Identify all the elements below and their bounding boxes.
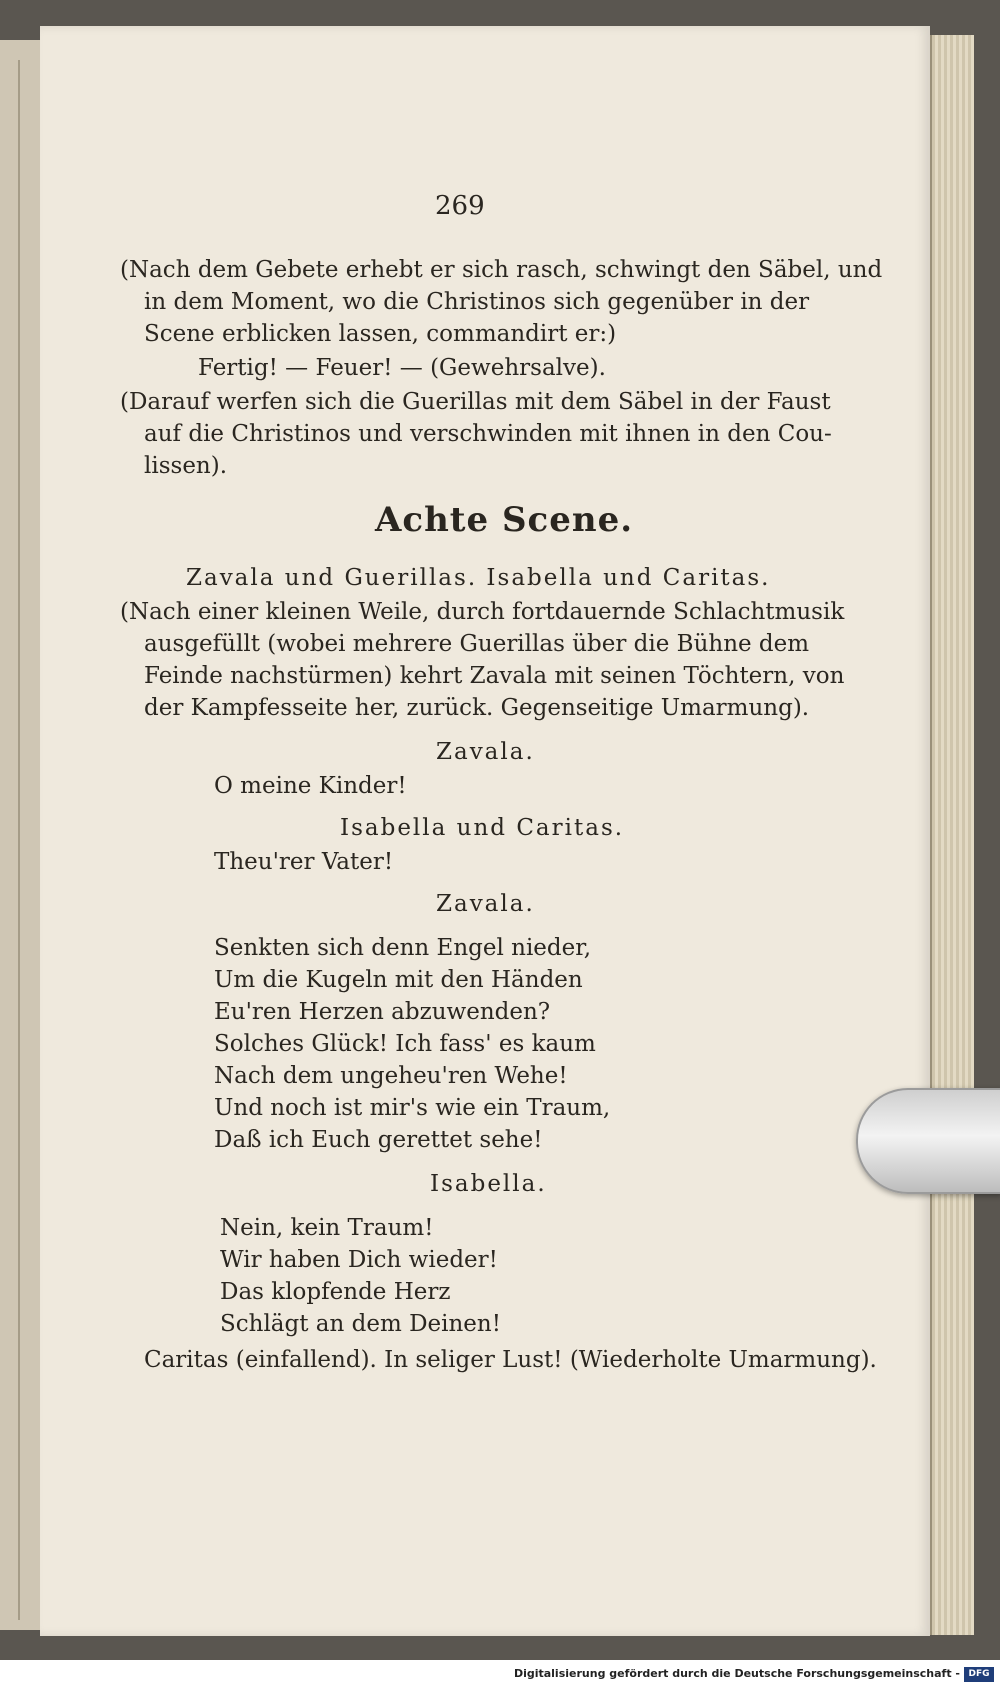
scene-heading: Achte Scene. (375, 500, 634, 540)
verse-line: Daß ich Euch gerettet sehe! (214, 1127, 543, 1153)
text-line: auf die Christinos und verschwinden mit ihnen in den Cou- (144, 421, 832, 447)
stage-direction-line: Feinde nachstürmen) kehrt Zavala mit seinen Töchtern, von (144, 663, 845, 689)
closing-line: Caritas (einfallend). In seliger Lust! (Wiederholte Umarmung). (144, 1347, 877, 1373)
speech-line: O meine Kinder! (214, 773, 407, 799)
page-number: 269 (435, 191, 485, 221)
text-line: (Darauf werfen sich die Guerillas mit dem Säbel in der Faust (120, 389, 831, 415)
speaker-name: Zavala. (436, 891, 535, 917)
verse-line: Um die Kugeln mit den Händen (214, 967, 583, 993)
verse-line: Senkten sich denn Engel nieder, (214, 935, 592, 961)
stage-direction-line: ausgefüllt (wobei mehrere Guerillas über die Bühne dem (144, 631, 810, 657)
verse-line: Nach dem ungeheu'ren Wehe! (214, 1063, 568, 1089)
verse-line: Solches Glück! Ich fass' es kaum (214, 1031, 596, 1057)
dfg-logo-icon: DFG (964, 1667, 994, 1682)
scanner-clamp (856, 1088, 1000, 1194)
stage-direction-line: (Nach einer kleinen Weile, durch fortdauernde Schlachtmusik (120, 599, 845, 625)
verse-line: Das klopfende Herz (220, 1279, 451, 1305)
book-page (40, 26, 930, 1636)
verse-line: Nein, kein Traum! (220, 1215, 434, 1241)
speaker-name: Isabella. (430, 1171, 547, 1197)
text-line: (Nach dem Gebete erhebt er sich rasch, schwingt den Säbel, und (120, 257, 883, 283)
verse-line: Und noch ist mir's wie ein Traum, (214, 1095, 611, 1121)
text-line: Scene erblicken lassen, commandirt er:) (144, 321, 617, 347)
speaker-name: Zavala. (436, 739, 535, 765)
stage-direction-line: der Kampfesseite her, zurück. Gegenseitige Umarmung). (144, 695, 810, 721)
text-line: lissen). (144, 453, 228, 479)
speech-line: Theu'rer Vater! (214, 849, 394, 875)
funding-credit: Digitalisierung gefördert durch die Deutsche Forschungsgemeinschaft - (513, 1667, 960, 1680)
verse-line: Eu'ren Herzen abzuwenden? (214, 999, 551, 1025)
text-line: Fertig! — Feuer! — (Gewehrsalve). (198, 355, 606, 381)
footer-bar (0, 1664, 1000, 1686)
text-line: in dem Moment, wo die Christinos sich gegenüber in der (144, 289, 810, 315)
page-stack-edges (930, 35, 974, 1635)
speaker-name: Isabella und Caritas. (340, 815, 625, 841)
dramatis-personae: Zavala und Guerillas. Isabella und Caritas. (186, 565, 771, 591)
verse-line: Schlägt an dem Deinen! (220, 1311, 501, 1337)
gutter-rule (18, 60, 20, 1620)
previous-page-edge (0, 40, 42, 1630)
verse-line: Wir haben Dich wieder! (220, 1247, 498, 1273)
